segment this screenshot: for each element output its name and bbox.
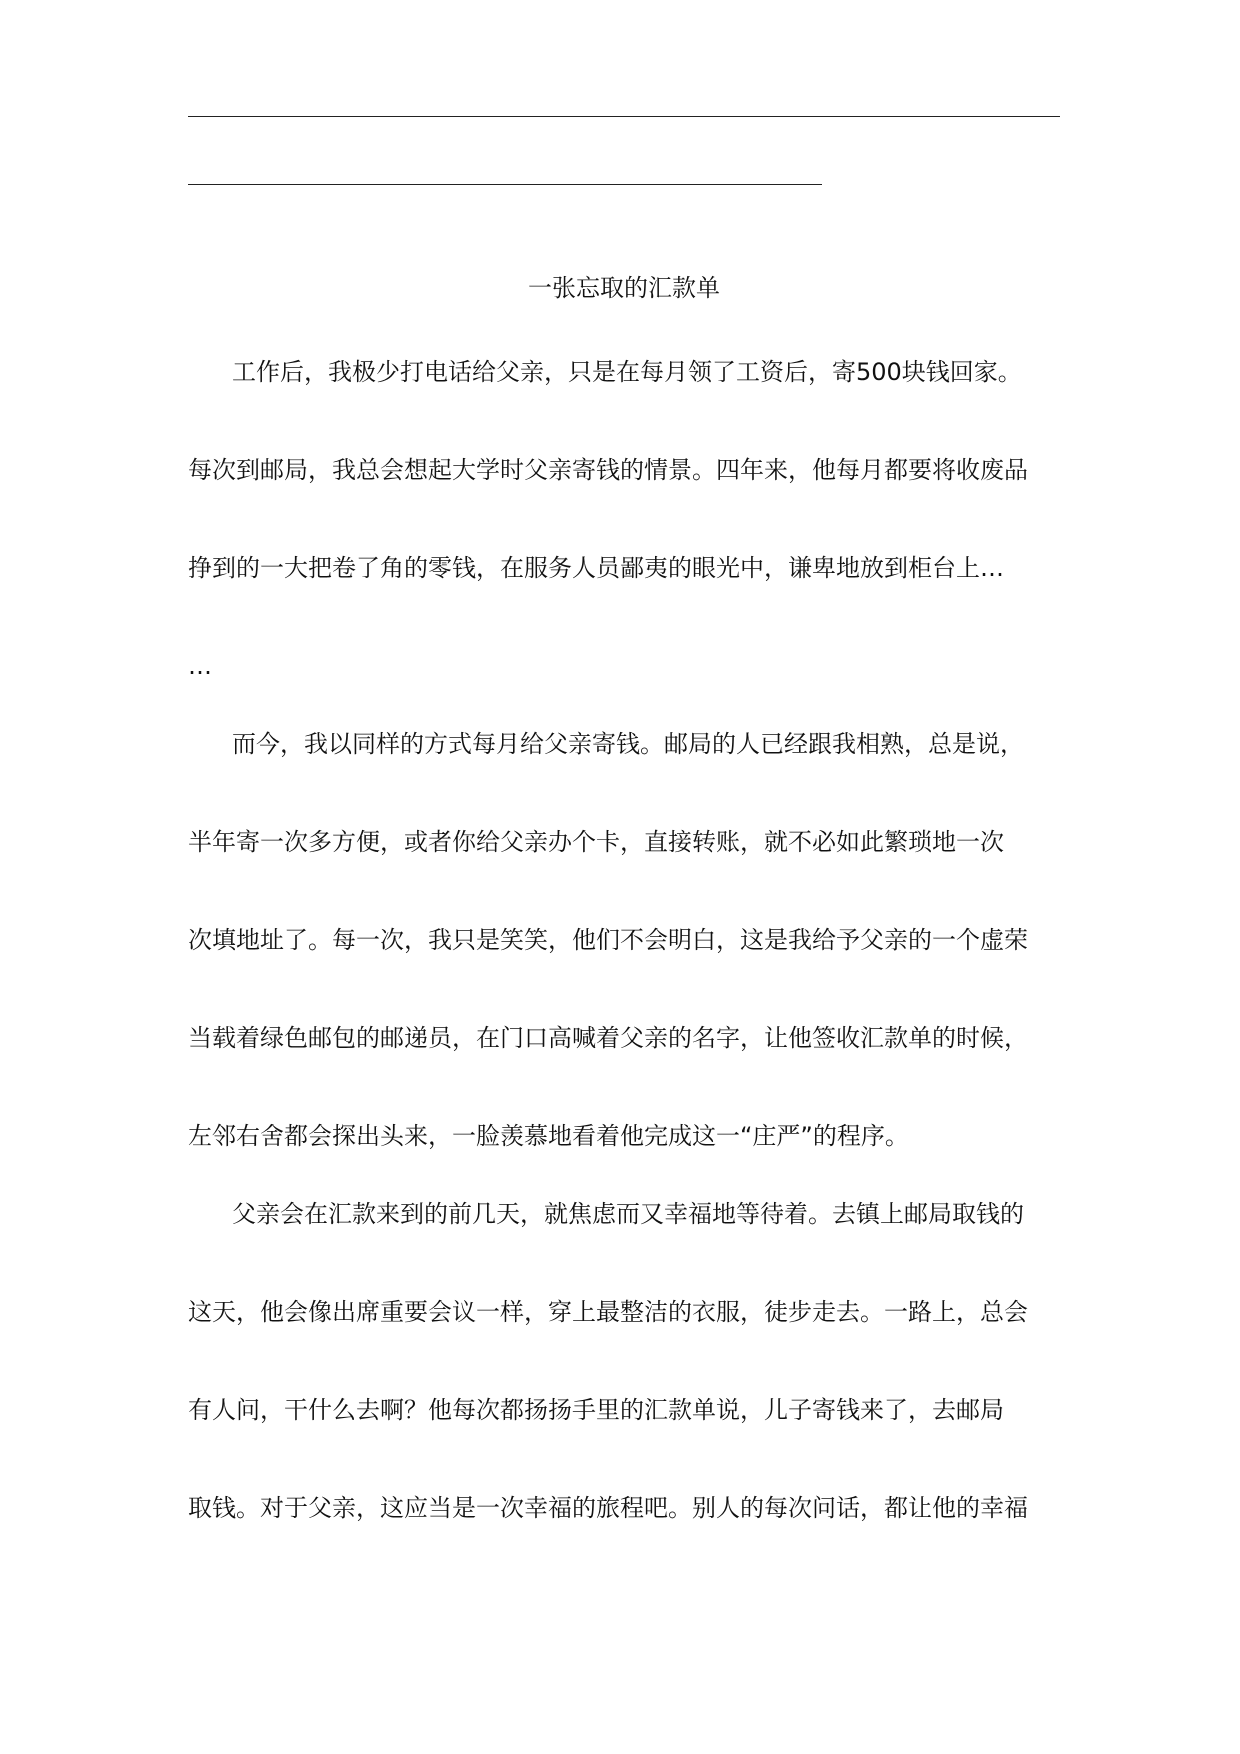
paragraph-line: 工作后，我极少打电话给父亲，只是在每月领了工资后，寄500块钱回家。: [232, 358, 1022, 386]
header-rule-short: [188, 184, 822, 185]
header-rule-top: [188, 116, 1060, 117]
paragraph-line: 这天，他会像出席重要会议一样，穿上最整洁的衣服，徒步走去。一路上，总会: [188, 1298, 1028, 1326]
paragraph-line: 而今，我以同样的方式每月给父亲寄钱。邮局的人已经跟我相熟，总是说，: [232, 730, 1024, 758]
paragraph-line: …: [188, 652, 212, 680]
article-title: 一张忘取的汇款单: [528, 274, 720, 302]
paragraph-line: 当载着绿色邮包的邮递员，在门口高喊着父亲的名字，让他签收汇款单的时候，: [188, 1024, 1028, 1052]
paragraph-line: 次填地址了。每一次，我只是笑笑，他们不会明白，这是我给予父亲的一个虚荣: [188, 926, 1028, 954]
paragraph-line: 父亲会在汇款来到的前几天，就焦虑而又幸福地等待着。去镇上邮局取钱的: [232, 1200, 1024, 1228]
paragraph-line: 每次到邮局，我总会想起大学时父亲寄钱的情景。四年来，他每月都要将收废品: [188, 456, 1028, 484]
paragraph-line: 半年寄一次多方便，或者你给父亲办个卡，直接转账，就不必如此繁琐地一次: [188, 828, 1004, 856]
paragraph-line: 有人问，干什么去啊？他每次都扬扬手里的汇款单说，儿子寄钱来了，去邮局: [188, 1396, 1004, 1424]
paragraph-line: 取钱。对于父亲，这应当是一次幸福的旅程吧。别人的每次问话，都让他的幸福: [188, 1494, 1028, 1522]
paragraph-line: 挣到的一大把卷了角的零钱，在服务人员鄙夷的眼光中，谦卑地放到柜台上…: [188, 554, 1004, 582]
paragraph-line: 左邻右舍都会探出头来，一脸羡慕地看着他完成这一“庄严”的程序。: [188, 1122, 909, 1150]
